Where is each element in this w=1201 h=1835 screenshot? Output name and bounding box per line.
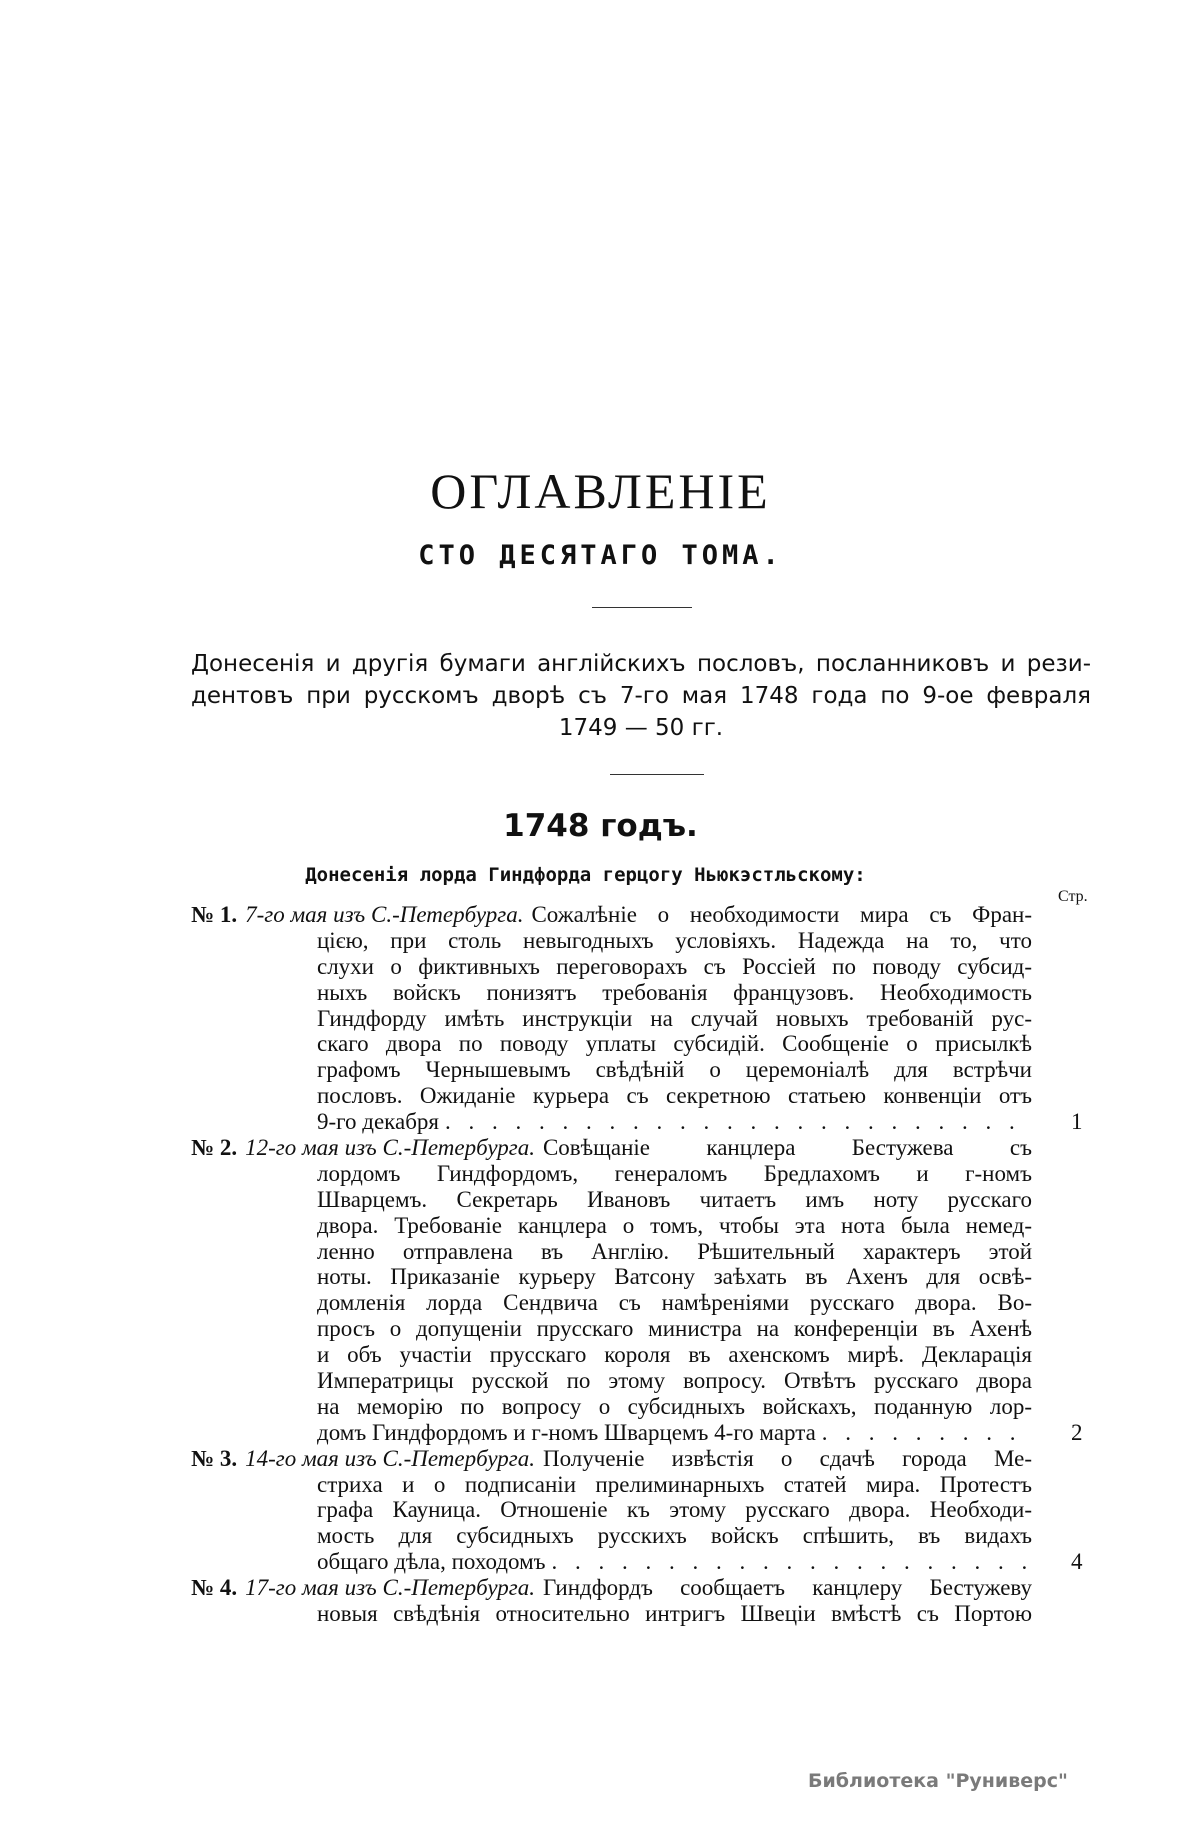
entry-number: № 4.: [191, 1575, 238, 1601]
entry-text-line: графомъ Чернышевымъ свѣдѣній о церемоніалѣ для встрѣчи: [317, 1057, 1032, 1083]
volume-subtitle: СТО ДЕСЯТАГО ТОМА.: [418, 540, 783, 571]
section-heading: Донесенія лорда Гиндфорда герцогу Ньюкэстльскому:: [305, 864, 866, 886]
entry-text-line: цією, при столь невыгодныхъ условіяхъ. Надежда на то, что: [317, 927, 1032, 953]
entry-text-line: ныхъ войскъ понизятъ требованія французовъ. Необходимость: [317, 979, 1032, 1005]
page-column-label: Стр.: [1058, 888, 1088, 905]
entry-text-line: мость для субсидныхъ русскихъ войскъ спѣшить, въ видахъ: [317, 1523, 1032, 1549]
entry-last-text-row: [317, 1420, 1032, 1446]
page-title: ОГЛАВЛЕНІЕ: [430, 463, 771, 519]
entry-text-line: просъ о допущеніи прусскаго министра на конференціи въ Ахенѣ: [317, 1316, 1032, 1342]
entry-text-line: на меморію по вопросу о субсидныхъ войскахъ, поданную лор-: [317, 1393, 1032, 1419]
entry-date: 7-го мая изъ С.-Петербурга.: [245, 902, 524, 927]
dot-leader: [816, 1420, 1032, 1446]
description-line: 1749 — 50 гг.: [558, 715, 724, 741]
entry-text-line: пословъ. Ожиданіе курьера съ секретною статьею конвенціи отъ: [317, 1083, 1032, 1109]
entry-last-text-row: [317, 1109, 1032, 1135]
divider: [592, 607, 692, 608]
entry-text: Гиндфордъ сообщаетъ канцлеру Бестужеву: [542, 1575, 1032, 1601]
entry-page-number: 1: [1071, 1109, 1083, 1135]
entry-text-line: ноты. Приказаніе курьеру Ватсону заѣхать въ Ахенъ для освѣ-: [317, 1264, 1032, 1290]
entry-number: № 2.: [191, 1135, 238, 1161]
entry-text-line: лордомъ Гиндфордомъ, генераломъ Бредлахомъ и г-номъ: [317, 1160, 1032, 1186]
entry-text-line: графа Кауница. Отношеніе къ этому русскаго двора. Необходи-: [317, 1497, 1032, 1523]
entry-text-line: Императрицы русской по этому вопросу. Отвѣтъ русскаго двора: [317, 1368, 1032, 1394]
entry-text-line: стриха и о подписаніи прелиминарныхъ статей мира. Протестъ: [317, 1471, 1032, 1497]
toc-entry: [191, 1575, 1091, 1627]
toc-entry: [191, 1135, 1091, 1446]
toc-entry: [191, 1446, 1091, 1575]
entry-date: 12-го мая изъ С.-Петербурга.: [245, 1135, 535, 1161]
entry-text-line: Гиндфорду имѣть инструкціи на случай новыхъ требованій рус-: [317, 1005, 1032, 1031]
entry-date: 14-го мая изъ С.-Петербурга.: [245, 1445, 535, 1471]
entry-first-line: [191, 1135, 1032, 1161]
toc-entries: [191, 902, 1091, 1627]
library-watermark: Библиотека "Руниверс": [808, 1770, 1068, 1792]
entry-text: 9-го декабря: [317, 1109, 439, 1135]
dot-leader: [546, 1549, 1032, 1575]
entry-text-line: слухи о фиктивныхъ переговорахъ съ Россіей по поводу субсид-: [317, 953, 1032, 979]
entry-page-number: 2: [1071, 1419, 1083, 1445]
entry-page-number: 4: [1071, 1549, 1083, 1575]
dot-leader: [439, 1109, 1032, 1135]
toc-entry: [191, 902, 1091, 1135]
entry-number: № 3.: [191, 1445, 238, 1471]
entry-last-line: [191, 1109, 1091, 1135]
description-line: Донесенія и другія бумаги англійскихъ пословъ, посланниковъ и рези-: [191, 651, 1091, 677]
entry-text-line: и объ участіи прусскаго короля въ ахенскомъ мирѣ. Декларація: [317, 1342, 1032, 1368]
entry-text-line: новыя свѣдѣнія относительно интригъ Швеціи вмѣстѣ съ Портою: [317, 1601, 1032, 1627]
entry-text: общаго дѣла, походомъ: [317, 1549, 546, 1575]
entry-text: Сожалѣніе о необходимости мира съ Фран-: [531, 902, 1032, 927]
entry-number: № 1.: [191, 902, 238, 927]
entry-last-line: [191, 1420, 1091, 1446]
entry-last-text-row: [317, 1549, 1032, 1575]
entry-text-line: двора. Требованіе канцлера о томъ, чтобы эта нота была немед-: [317, 1212, 1032, 1238]
entry-first-line: [191, 1446, 1032, 1472]
volume-description: [191, 648, 1091, 744]
entry-text-line: ленно отправлена въ Англію. Рѣшительный характеръ этой: [317, 1238, 1032, 1264]
year-heading: 1748 годъ.: [503, 808, 698, 844]
entry-date: 17-го мая изъ С.-Петербурга.: [245, 1575, 535, 1601]
entry-text-line: Шварцемъ. Секретарь Ивановъ читаетъ имъ ноту русскаго: [317, 1186, 1032, 1212]
entry-text-line: домленія лорда Сендвича съ намѣреніями русскаго двора. Во-: [317, 1290, 1032, 1316]
entry-text: Совѣщаніе канцлера Бестужева съ: [542, 1135, 1032, 1161]
entry-text: домъ Гиндфордомъ и г-номъ Шварцемъ 4-го марта: [317, 1419, 816, 1445]
description-line: дентовъ при русскомъ дворѣ съ 7-го мая 1748 года по 9-ое февраля: [191, 683, 1091, 709]
entry-first-line: [191, 1575, 1032, 1601]
entry-first-line: [191, 902, 1032, 928]
entry-text: Полученіе извѣстія о сдачѣ города Ме-: [542, 1445, 1032, 1471]
divider: [610, 774, 704, 775]
entry-text-line: скаго двора по поводу уплаты субсидій. Сообщеніе о присылкѣ: [317, 1031, 1032, 1057]
entry-last-line: [191, 1549, 1091, 1575]
